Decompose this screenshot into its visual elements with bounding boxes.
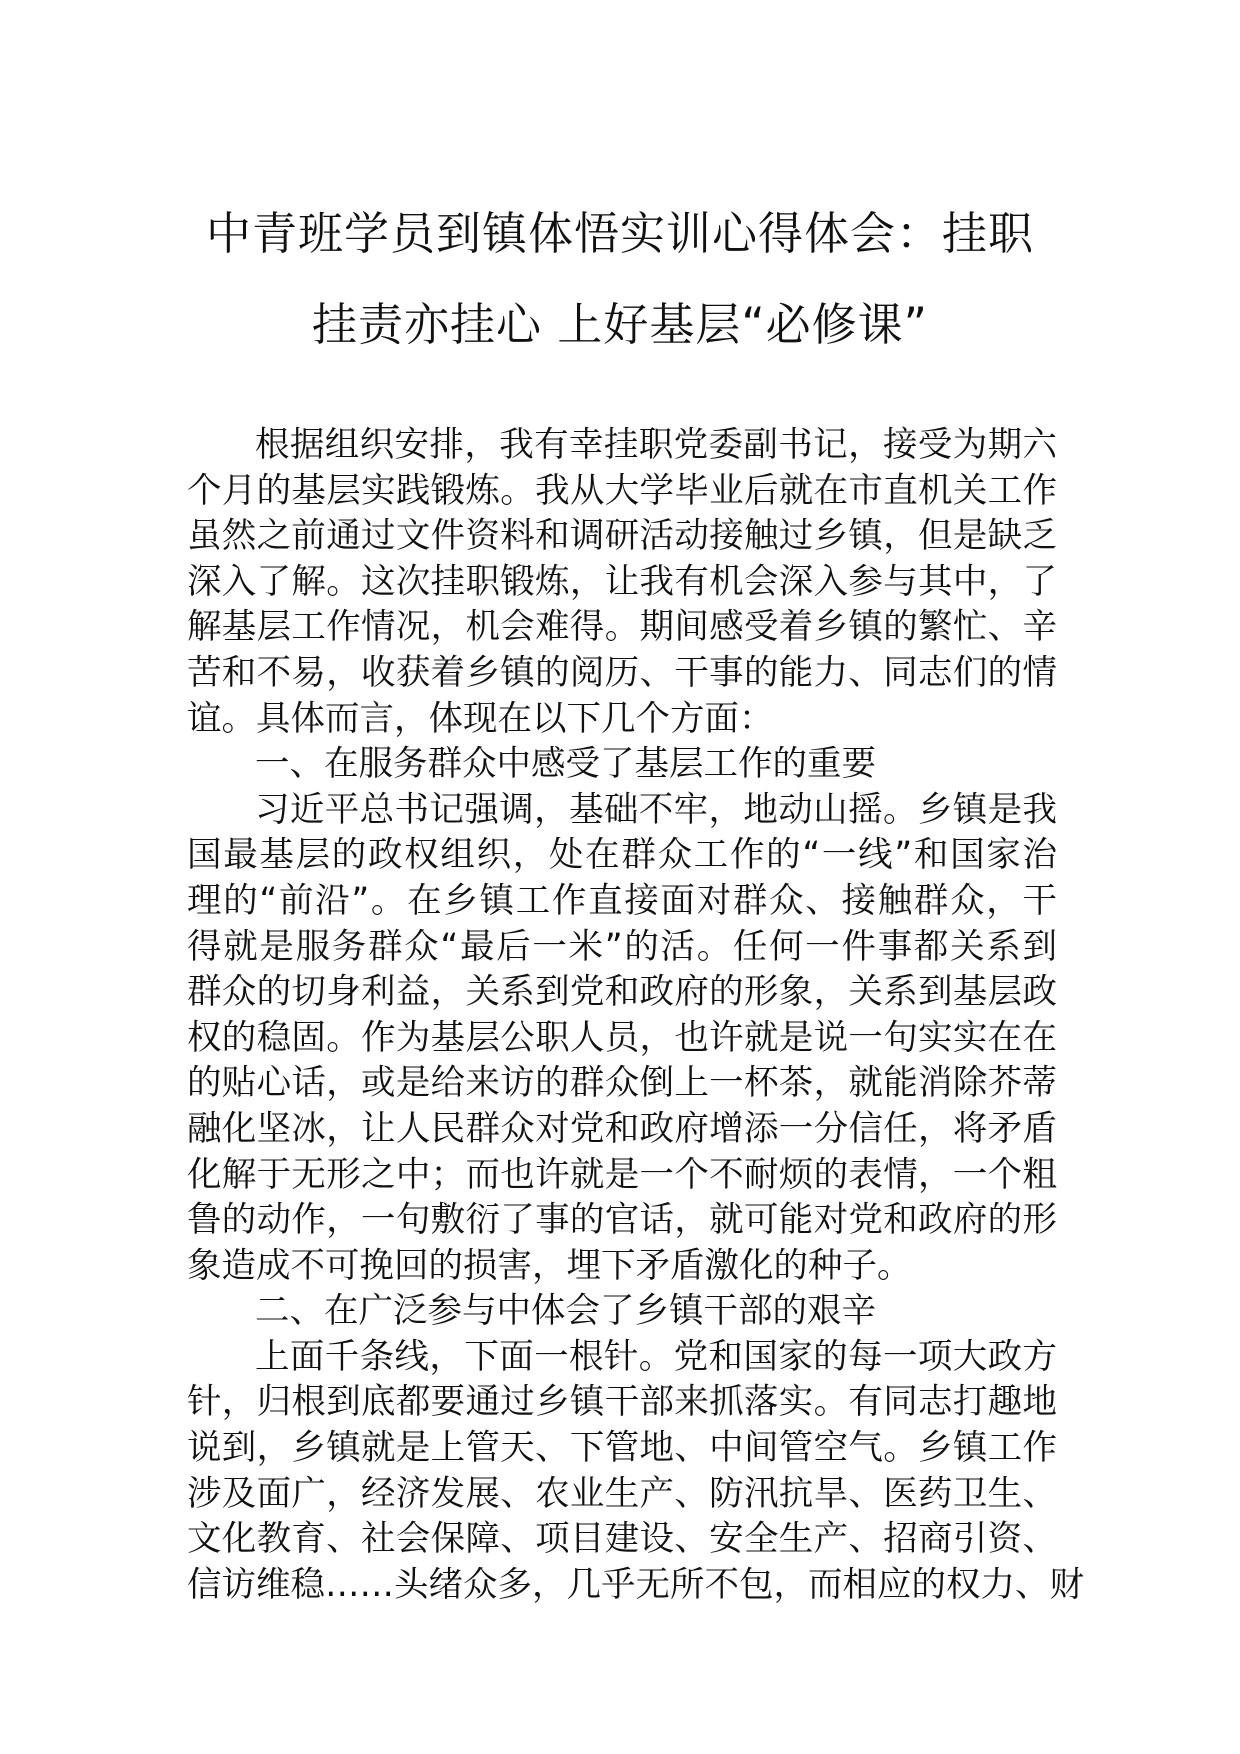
document-body xyxy=(187,423,1084,1608)
paragraph-line: 鲁的动作，一句敷衍了事的官话，就可能对党和政府的形 xyxy=(187,1200,1057,1241)
paragraph-line: 针，归根到底都要通过乡镇干部来抓落实。有同志打趣地 xyxy=(187,1382,1057,1423)
title-line-2: 挂责亦挂心 上好基层“必修课” xyxy=(312,298,928,351)
paragraph-line: 文化教育、社会保障、项目建设、安全生产、招商引资、 xyxy=(187,1519,1057,1560)
paragraph-line: 融化坚冰，让人民群众对党和政府增添一分信任，将矛盾 xyxy=(187,1108,1057,1149)
paragraph-line: 国最基层的政权组织，处在群众工作的“一线”和国家治 xyxy=(187,835,1057,876)
section-heading: 一、在服务群众中感受了基层工作的重要 xyxy=(255,744,876,785)
paragraph-line: 的贴心话，或是给来访的群众倒上一杯茶，就能消除芥蒂 xyxy=(187,1063,1057,1104)
paragraph-line: 得就是服务群众“最后一米”的活。任何一件事都关系到 xyxy=(187,926,1057,967)
paragraph-line: 虽然之前通过文件资料和调研活动接触过乡镇，但是缺乏 xyxy=(187,516,1057,557)
paragraph-line: 深入了解。这次挂职锻炼，让我有机会深入参与其中，了 xyxy=(187,561,1057,602)
paragraph-line: 说到，乡镇就是上管天、下管地、中间管空气。乡镇工作 xyxy=(187,1428,1057,1469)
title-line-1: 中青班学员到镇体悟实训心得体会：挂职 xyxy=(205,207,1034,260)
paragraph-line: 群众的切身利益，关系到党和政府的形象，关系到基层政 xyxy=(187,972,1057,1013)
section-heading: 二、在广泛参与中体会了乡镇干部的艰辛 xyxy=(255,1291,876,1332)
document-title xyxy=(150,188,1090,370)
paragraph-line: 解基层工作情况，机会难得。期间感受着乡镇的繁忙、辛 xyxy=(187,607,1057,648)
paragraph-line: 谊。具体而言，体现在以下几个方面： xyxy=(187,698,774,739)
paragraph-line: 根据组织安排，我有幸挂职党委副书记，接受为期六 xyxy=(255,425,1057,465)
paragraph-line: 个月的基层实践锻炼。我从大学毕业后就在市直机关工作 xyxy=(187,470,1057,511)
paragraph-line: 上面千条线，下面一根针。党和国家的每一项大政方 xyxy=(255,1336,1057,1377)
paragraph-line: 象造成不可挽回的损害，埋下矛盾激化的种子。 xyxy=(187,1245,912,1286)
paragraph-line: 涉及面广，经济发展、农业生产、防汛抗旱、医药卫生、 xyxy=(187,1473,1057,1514)
paragraph-line: 权的稳固。作为基层公职人员，也许就是说一句实实在在 xyxy=(187,1017,1057,1058)
paragraph-line: 化解于无形之中；而也许就是一个不耐烦的表情，一个粗 xyxy=(187,1154,1057,1195)
paragraph-line: 理的“前沿”。在乡镇工作直接面对群众、接触群众，干 xyxy=(187,880,1057,921)
paragraph-line: 信访维稳……头绪众多，几乎无所不包，而相应的权力、财 xyxy=(187,1564,1084,1605)
paragraph-line: 习近平总书记强调，基础不牢，地动山摇。乡镇是我 xyxy=(255,789,1057,830)
paragraph-line: 苦和不易，收获着乡镇的阅历、干事的能力、同志们的情 xyxy=(187,652,1057,693)
